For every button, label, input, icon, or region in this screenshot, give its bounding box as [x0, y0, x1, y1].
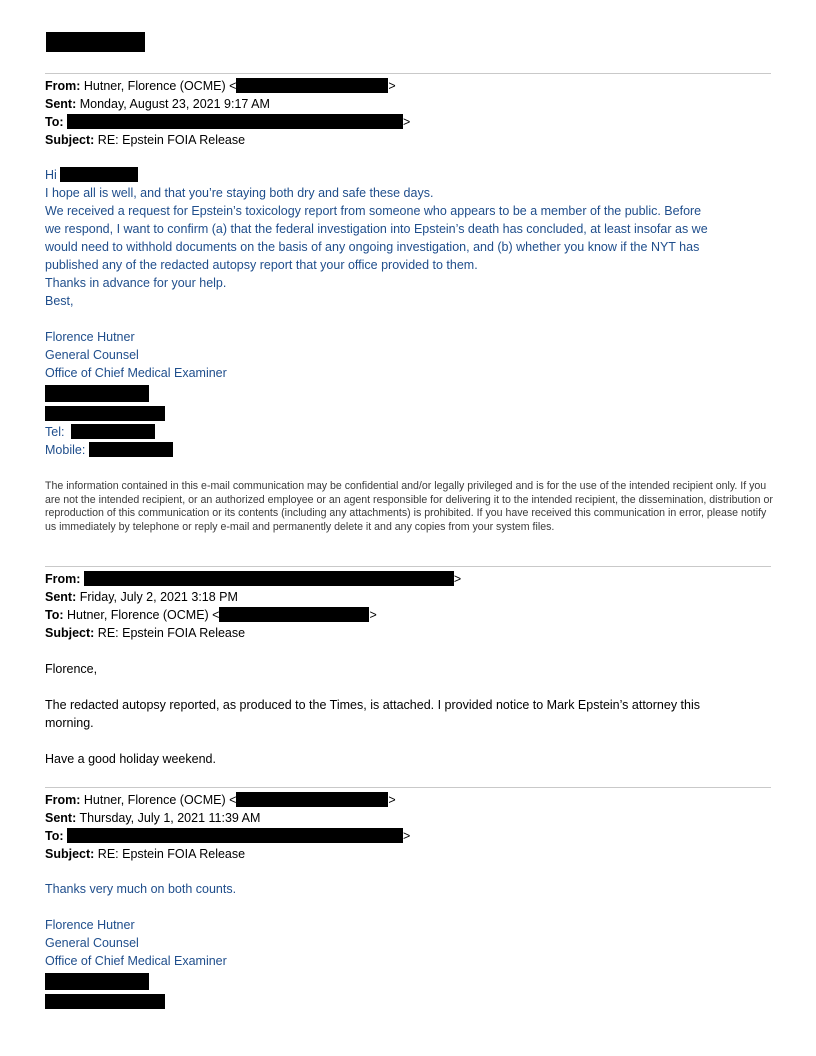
email1-subject-line [45, 131, 245, 149]
angle-close: > [403, 829, 411, 843]
email1-from-line [45, 77, 396, 95]
email1-greeting [45, 166, 138, 184]
email1-body-line: we respond, I want to confirm (a) that the federal investigation into Epstein’s death has concluded, at least insofar as we [45, 222, 708, 236]
email2-from-line [45, 570, 461, 588]
sent-label: Sent: [45, 811, 77, 825]
subject-value: RE: Epstein FOIA Release [97, 626, 246, 640]
angle-close: > [388, 79, 396, 93]
separator-line [45, 566, 771, 567]
to-value: Hutner, Florence (OCME) < [67, 608, 220, 622]
email1-to-line [45, 113, 410, 131]
signature-mobile [45, 441, 173, 459]
email2-subject-line [45, 624, 245, 642]
to-label: To: [45, 608, 64, 622]
email1-body-line: would need to withhold documents on the basis of any ongoing investigation, and (b) whether you know if the NYT has [45, 240, 700, 254]
angle-close: > [453, 572, 462, 586]
redaction-block [45, 973, 149, 990]
email1-sent-line [45, 95, 270, 113]
greeting-text: Hi [45, 168, 57, 182]
email3-sent-line [45, 809, 260, 827]
redaction-block [89, 442, 173, 457]
signature-name: Florence Hutner [45, 918, 135, 932]
signature-office: Office of Chief Medical Examiner [45, 954, 227, 968]
subject-value: RE: Epstein FOIA Release [97, 847, 246, 861]
redaction-block [84, 571, 454, 586]
redaction-block [236, 792, 388, 807]
from-label: From: [45, 572, 81, 586]
email2-closing: Have a good holiday weekend. [45, 752, 216, 766]
email1-body-line: Best, [45, 294, 74, 308]
redaction-block [67, 114, 403, 129]
signature-tel [45, 423, 155, 441]
from-label: From: [45, 79, 81, 93]
subject-label: Subject: [45, 847, 95, 861]
redaction-block [236, 78, 388, 93]
from-value: Hutner, Florence (OCME) < [83, 793, 237, 807]
redaction-block [71, 424, 155, 439]
email3-subject-line [45, 845, 245, 863]
signature-title: General Counsel [45, 936, 139, 950]
separator-line [45, 73, 771, 74]
signature-name: Florence Hutner [45, 330, 135, 344]
email2-body-line: morning. [45, 716, 94, 730]
signature-title: General Counsel [45, 348, 139, 362]
sent-label: Sent: [45, 97, 77, 111]
email2-sent-line [45, 588, 238, 606]
sent-value: Monday, August 23, 2021 9:17 AM [79, 97, 270, 111]
redaction-block [45, 385, 149, 402]
confidentiality-disclaimer: The information contained in this e-mail communication may be confidential and/or legally privileged and is for the use of the intended recipient only. If you are not the intended recipient, or an authorized employee or an agent responsible for delivering it to the intended recipient, the dissemination, distribution or reproduction of this communication or its contents (including any attachments) is prohibited. If you have received this communication in error, please notify us immediately by telephone or reply e-mail and permanently delete it and any copies from your system files. [45, 480, 773, 533]
redaction-block [60, 167, 138, 182]
email1-body-line: Thanks in advance for your help. [45, 276, 227, 290]
sent-value: Friday, July 2, 2021 3:18 PM [79, 590, 238, 604]
redaction-block [45, 994, 165, 1009]
mobile-label: Mobile: [45, 443, 86, 457]
email1-body-line: published any of the redacted autopsy report that your office provided to them. [45, 258, 478, 272]
sent-label: Sent: [45, 590, 77, 604]
email3-from-line [45, 791, 396, 809]
subject-label: Subject: [45, 626, 95, 640]
angle-close: > [403, 115, 411, 129]
sent-value: Thursday, July 1, 2021 11:39 AM [79, 811, 261, 825]
signature-office: Office of Chief Medical Examiner [45, 366, 227, 380]
email2-to-line [45, 606, 377, 624]
redaction-block [46, 32, 145, 52]
angle-close: > [369, 608, 377, 622]
email3-to-line [45, 827, 410, 845]
from-label: From: [45, 793, 81, 807]
redaction-block [67, 828, 403, 843]
redaction-block [45, 406, 165, 421]
to-label: To: [45, 829, 64, 843]
subject-value: RE: Epstein FOIA Release [97, 133, 246, 147]
tel-label: Tel: [45, 425, 65, 439]
angle-close: > [388, 793, 396, 807]
email2-body-line: The redacted autopsy reported, as produced to the Times, is attached. I provided notice to Mark Epstein’s attorney this [45, 698, 700, 712]
email1-body-line: We received a request for Epstein’s toxicology report from someone who appears to be a member of the public. Before [45, 204, 702, 218]
subject-label: Subject: [45, 133, 95, 147]
from-value: Hutner, Florence (OCME) < [83, 79, 237, 93]
separator-line [45, 787, 771, 788]
redaction-block [219, 607, 369, 622]
to-label: To: [45, 115, 64, 129]
email2-greeting: Florence, [45, 662, 98, 676]
email1-body-line: I hope all is well, and that you’re staying both dry and safe these days. [45, 186, 434, 200]
email3-body-line: Thanks very much on both counts. [45, 882, 237, 896]
